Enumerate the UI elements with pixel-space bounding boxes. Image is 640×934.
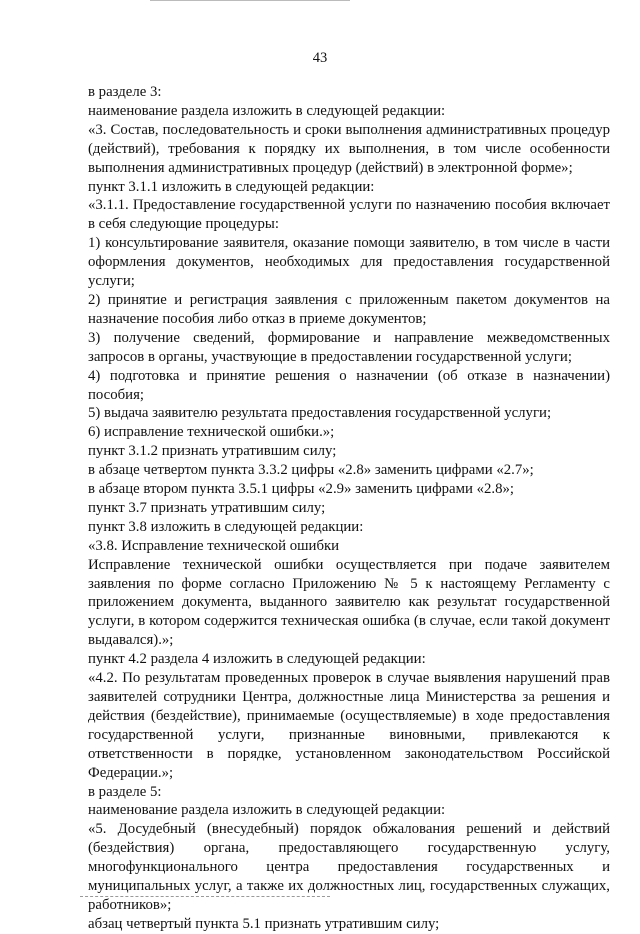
paragraph: 6) исправление технической ошибки.»; — [88, 424, 335, 441]
document-body — [88, 83, 610, 934]
paragraph: пункт 3.1.2 признать утратившим силу; — [88, 443, 337, 460]
paragraph: пункт 3.1.1 изложить в следующей редакции: — [88, 178, 375, 195]
paragraph: в абзаце втором пункта 3.5.1 цифры «2.9» заменить цифрами «2.8»; — [88, 481, 515, 498]
paragraph: 5) выдача заявителю результата предоставления государственной услуги; — [88, 405, 552, 422]
page-number: 43 — [312, 50, 328, 66]
paragraph: Исправление технической ошибки осуществляется при подаче заявителем заявления по форме согласно Приложению № 5 к настоящему Регламенту с приложением документа, выданного заявителю как результат государственной услуги, в котором содержится техническая ошибка (в случае, если такой документ выдавался).»; — [88, 556, 610, 649]
paragraph: в разделе 5: — [88, 783, 162, 800]
paragraph: «4.2. По результатам проведенных проверок в случае выявления нарушений прав заявителей сотрудники Центра, должностные лица Министерства за решения и действия (бездействие), принимаемые (осуществляемые) в ходе предоставления государственной услуги, признанные виновными, привлекаются к ответственности в порядке, установленном законодательством Российской Федерации.»; — [88, 670, 610, 781]
paragraph: пункт 3.8 изложить в следующей редакции: — [88, 518, 364, 535]
paragraph: 1) консультирование заявителя, оказание помощи заявителю, в том числе в части оформления документов, необходимых для предоставления государственной услуги; — [88, 235, 610, 290]
paragraph: 4) подготовка и принятие решения о назначении (об отказе в назначении) пособия; — [88, 367, 610, 403]
paragraph: 2) принятие и регистрация заявления с приложенным пакетом документов на назначение пособия либо отказ в приеме документов; — [88, 291, 610, 327]
paragraph: в абзаце четвертом пункта 3.3.2 цифры «2.8» заменить цифрами «2.7»; — [88, 462, 534, 479]
paragraph: «3.8. Исправление технической ошибки — [88, 537, 340, 554]
scan-artifact-top — [150, 0, 350, 3]
paragraph: наименование раздела изложить в следующей редакции: — [88, 102, 446, 119]
paragraph: «5. Досудебный (внесудебный) порядок обжалования решений и действий (бездействия) органа, предоставляющего государственную услугу, многофункционального центра предоставления государственных и муниципальных услуг, а также их должностных лиц, государственных служащих, работников»; — [88, 821, 610, 913]
paragraph: в разделе 3: — [88, 84, 162, 100]
paragraph: «3. Состав, последовательность и сроки выполнения административных процедур (действий), требования к порядку их выполнения, в том числе особенности выполнения административных процедур (действий) в электронной форме»; — [88, 121, 610, 176]
paragraph: «3.1.1. Предоставление государственной услуги по назначению пособия включает в себя следующие процедуры: — [88, 197, 610, 233]
paragraph: пункт 3.7 признать утратившим силу; — [88, 499, 326, 516]
paragraph: пункт 4.2 раздела 4 изложить в следующей редакции: — [88, 651, 426, 668]
paragraph: абзац четвертый пункта 5.1 признать утратившим силу; — [88, 915, 440, 932]
paragraph: 3) получение сведений, формирование и направление межведомственных запросов в органы, участвующие в предоставлении государственной услуги; — [88, 329, 610, 365]
scan-artifact-bottom — [80, 896, 330, 898]
paragraph: наименование раздела изложить в следующей редакции: — [88, 802, 446, 819]
